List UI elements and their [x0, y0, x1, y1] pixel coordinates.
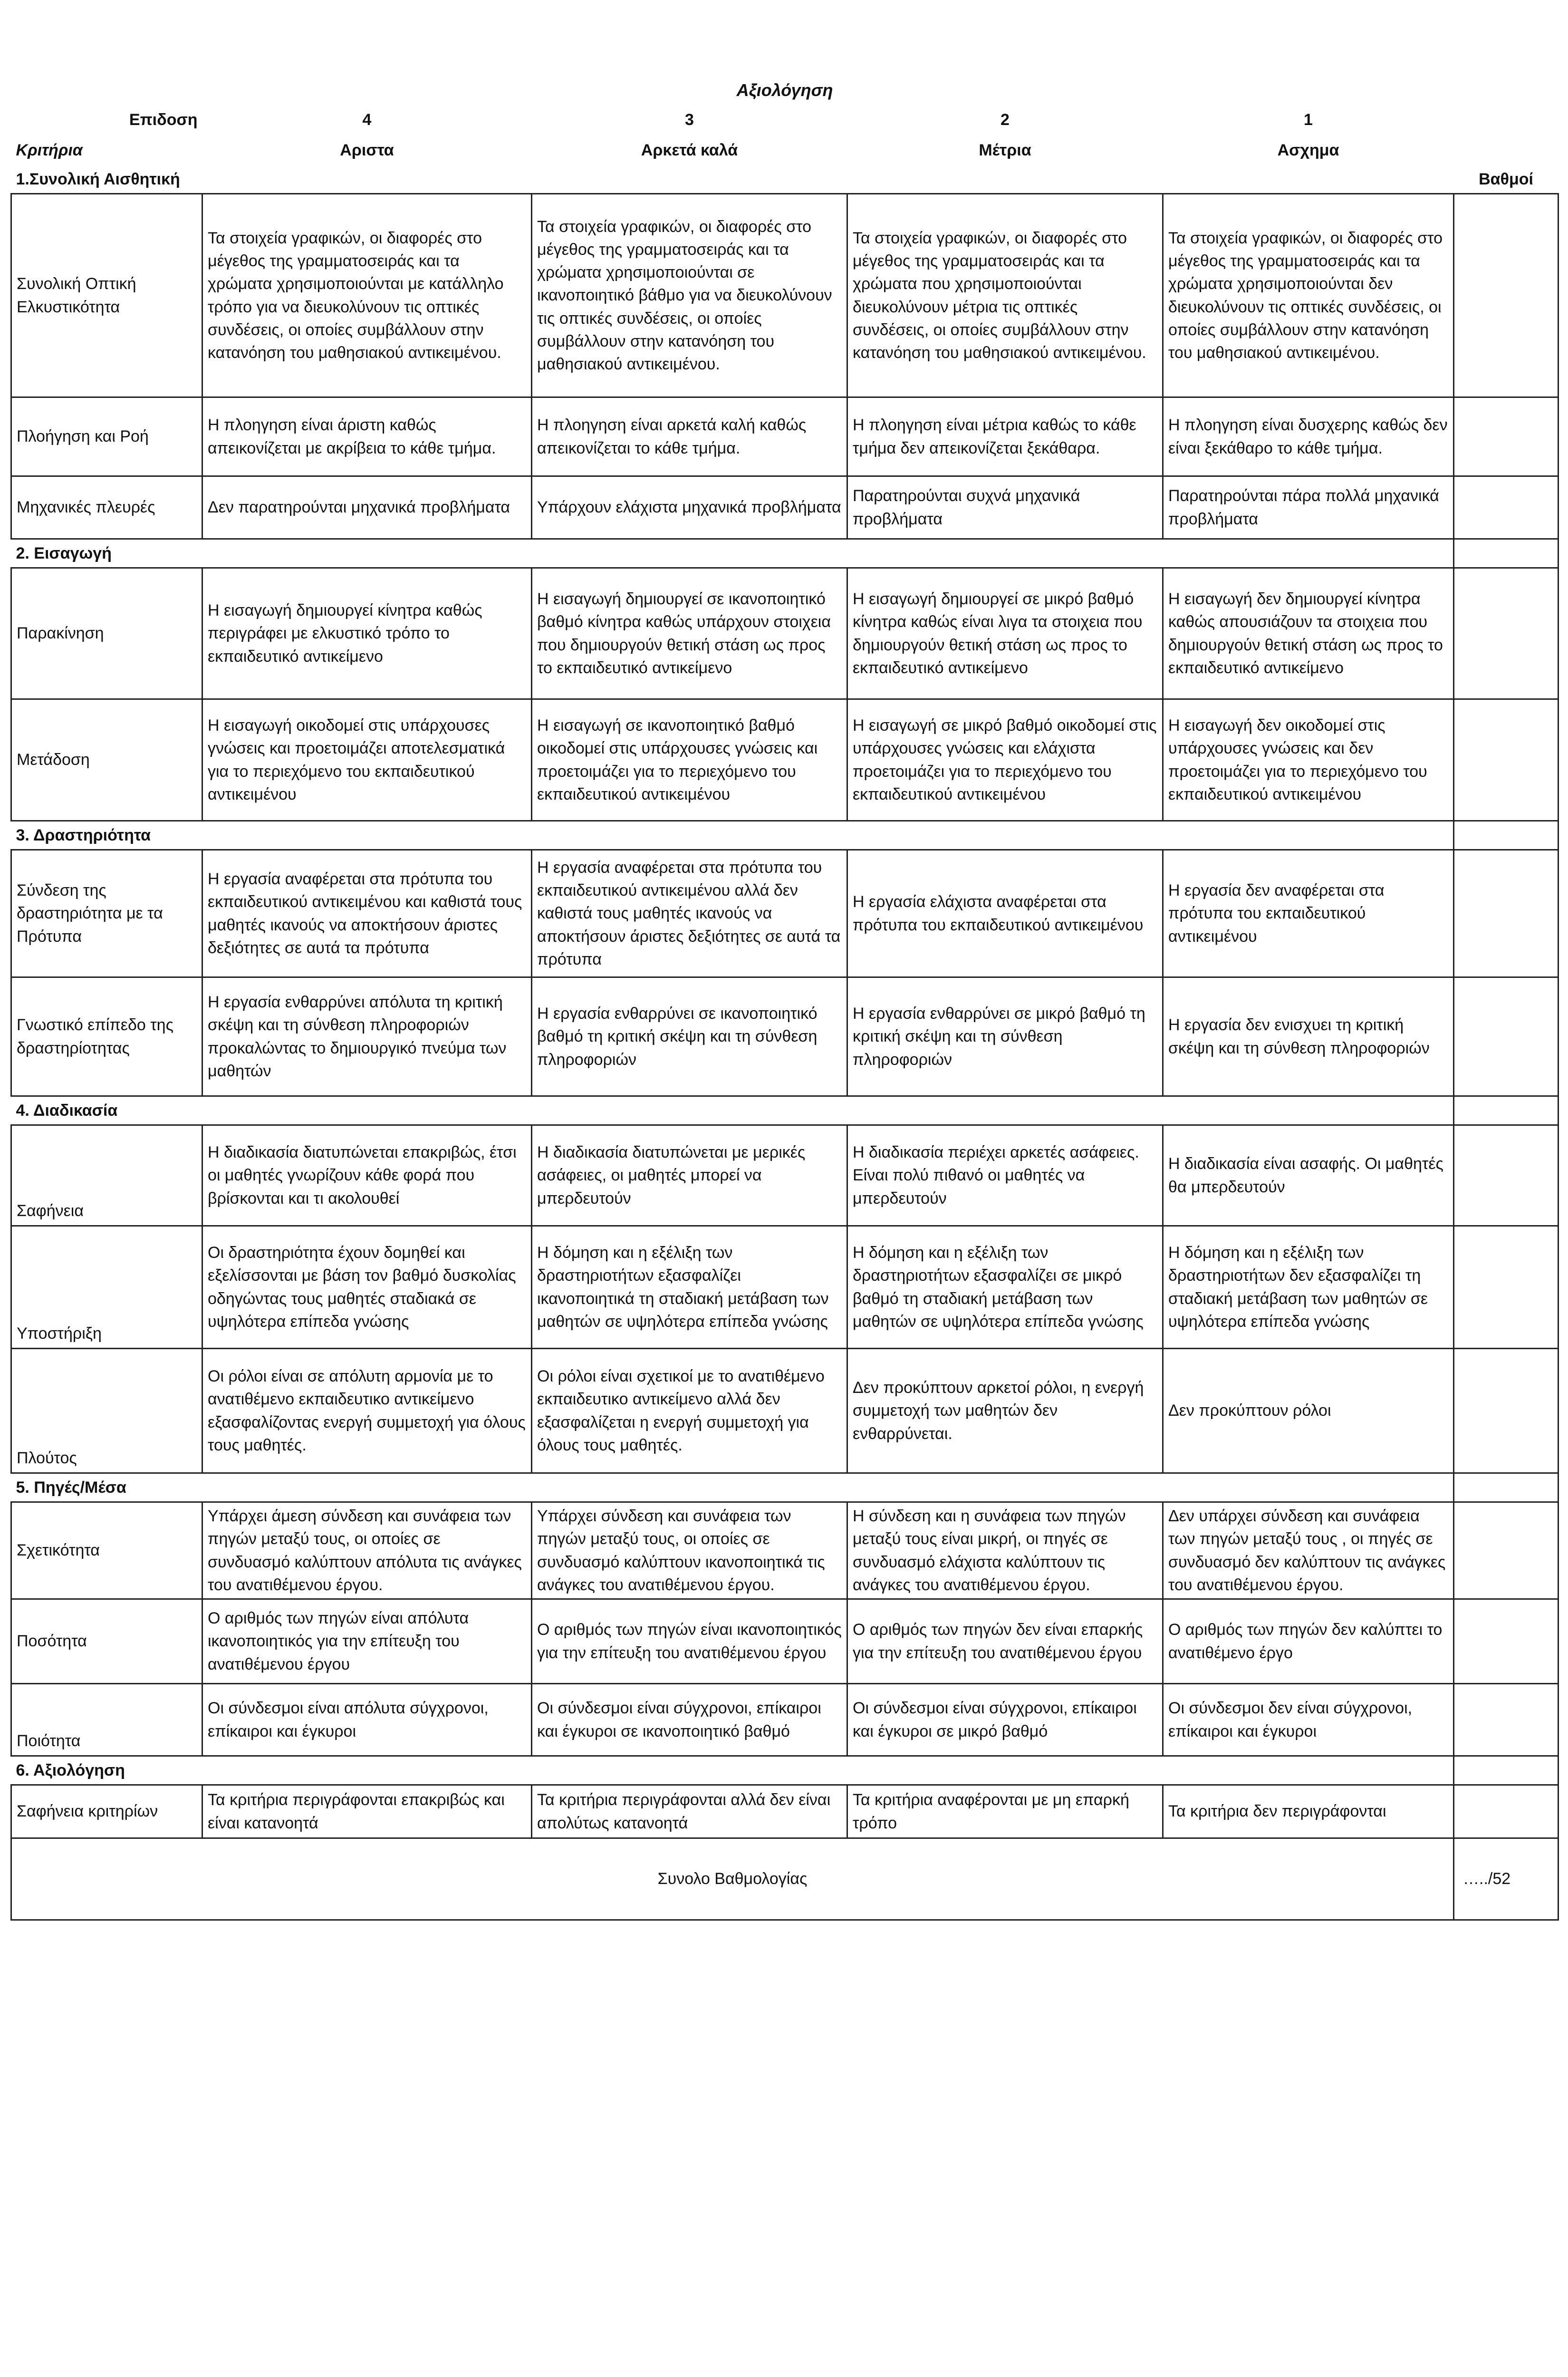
section-title: 3. Δραστηριότητα — [16, 826, 151, 844]
descriptor-level-1: Η εισαγωγή δεν οικοδομεί στις υπάρχουσες γνώσεις και δεν προετοιμάζει για το περιεχόμενο του εκπαιδευτικού αντικειμένου — [1163, 699, 1454, 821]
level-1-number: 1 — [1304, 110, 1313, 129]
criterion-row — [11, 977, 1558, 1096]
descriptor-level-3: Η εργασία ενθαρρύνει σε ικανοποιητικό βαθμό τη κριτική σκέψη και τη σύνθεση πληροφοριών — [532, 977, 847, 1096]
total-label: Συνολο Βαθμολογίας — [11, 1838, 1454, 1920]
level-2-number: 2 — [1000, 110, 1010, 129]
total-row — [11, 1838, 1558, 1920]
criterion-name: Υποστήριξη — [11, 1226, 202, 1349]
descriptor-level-3: Η εισαγωγή δημιουργεί σε ικανοποιητικό βαθμό κίνητρα καθώς υπάρχουν στοιχεια που δημιουργούν θετική στάση ως προς το εκπαιδευτικό αντικείμενο — [532, 568, 847, 699]
descriptor-level-2: Τα στοιχεία γραφικών, οι διαφορές στο μέγεθος της γραμματοσειράς και τα χρώματα που χρησιμοποιούνται διευκολύνουν μέτρια τις οπτικές συνδέσεις, οι οποίες συμβάλλουν στην κατανόηση του μαθησιακού αντικειμένου. — [847, 194, 1163, 397]
descriptor-level-1: Τα στοιχεία γραφικών, οι διαφορές στο μέγεθος της γραμματοσειράς και τα χρώματα χρησιμοποιούνται δεν διευκολύνουν τις οπτικές συνδέσεις, οι οποίες συμβάλλουν στην κατανόηση του μαθησιακού αντικειμένου. — [1163, 194, 1454, 397]
descriptor-level-4: Η εισαγωγή οικοδομεί στις υπάρχουσες γνώσεις και προετοιμάζει αποτελεσματικά για το περιεχόμενο του εκπαιδευτικού αντικειμένου — [202, 699, 532, 821]
empty-header-cell — [1454, 135, 1558, 165]
rubric-title: Αξιολόγηση — [736, 80, 833, 100]
criterion-row — [11, 699, 1558, 821]
descriptor-level-1: Η διαδικασία είναι ασαφής. Οι μαθητές θα μπερδευτούν — [1163, 1125, 1454, 1226]
descriptor-level-3: Τα στοιχεία γραφικών, οι διαφορές στο μέγεθος της γραμματοσειράς και τα χρώματα χρησιμοποιούνται σε ικανοποιητικό βάθμο για να διευκολύνουν τις οπτικές συνδέσεις, οι οποίες συμβάλλουν στην κατανόηση του μαθησιακού αντικειμένου. — [532, 194, 847, 397]
descriptor-level-4: Τα στοιχεία γραφικών, οι διαφορές στο μέγεθος της γραμματοσειράς και τα χρώματα χρησιμοποιούνται με κατάλληλο τρόπο για να διευκολύνουν τις οπτικές συνδέσεις, οι οποίες συμβάλλουν στην κατανόηση του μαθησιακού αντικειμένου. — [202, 194, 532, 397]
descriptor-level-4: Οι δραστηριότητα έχουν δομηθεί και εξελίσσονται με βάση τον βαθμό δυσκολίας οδηγώντας τους μαθητές σταδιακά σε υψηλότερα επίπεδα γνώσης — [202, 1226, 532, 1349]
descriptor-level-4: Ο αριθμός των πηγών είναι απόλυτα ικανοποιητικός για την επίτευξη του ανατιθέμενου έργου — [202, 1599, 532, 1684]
criteria-label: Κριτήρια — [16, 141, 83, 159]
criterion-name: Πλούτος — [11, 1349, 202, 1473]
score-input-cell[interactable] — [1454, 850, 1558, 977]
header-row-levels — [11, 105, 1558, 135]
section-row — [11, 1096, 1558, 1125]
criterion-row — [11, 1502, 1558, 1599]
level-4-name: Αριστα — [340, 141, 394, 159]
score-input-cell[interactable] — [1454, 1502, 1558, 1599]
score-cell-section — [1454, 539, 1558, 568]
descriptor-level-3: Υπάρχουν ελάχιστα μηχανικά προβλήματα — [532, 476, 847, 539]
level-4-number: 4 — [362, 110, 372, 129]
descriptor-level-3: Οι ρόλοι είναι σχετικοί με το ανατιθέμενο εκπαιδευτικο αντικείμενο αλλά δεν εξασφαλίζεται η ενεργή συμμετοχή για όλους τους μαθητές. — [532, 1349, 847, 1473]
descriptor-level-2: Η εργασία ενθαρρύνει σε μικρό βαθμό τη κριτική σκέψη και τη σύνθεση πληροφοριών — [847, 977, 1163, 1096]
score-cell-section — [1454, 1756, 1558, 1785]
descriptor-level-1: Παρατηρούνται πάρα πολλά μηχανικά προβλήματα — [1163, 476, 1454, 539]
descriptor-level-1: Δεν υπάρχει σύνδεση και συνάφεια των πηγών μεταξύ τους , οι πηγές σε συνδυασμό δεν καλύπτουν τις ανάγκες του ανατιθέμενου έργου. — [1163, 1502, 1454, 1599]
score-input-cell[interactable] — [1454, 1599, 1558, 1684]
descriptor-level-4: Υπάρχει άμεση σύνδεση και συνάφεια των πηγών μεταξύ τους, οι οποίες σε συνδυασμό καλύπτουν απόλυτα τις ανάγκες του ανατιθέμενου έργου. — [202, 1502, 532, 1599]
criterion-name: Συνολική Οπτική Ελκυστικότητα — [11, 194, 202, 397]
descriptor-level-3: Η εργασία αναφέρεται στα πρότυπα του εκπαιδευτικού αντικειμένου αλλά δεν καθιστά τους μαθητές ικανούς να αποκτήσουν άριστες δεξιότητες σε αυτά τα πρότυπα — [532, 850, 847, 977]
header-row-names — [11, 135, 1558, 165]
score-cell-section — [1454, 1473, 1558, 1502]
criterion-name: Σχετικότητα — [11, 1502, 202, 1599]
descriptor-level-2: Η εισαγωγή σε μικρό βαθμό οικοδομεί στις υπάρχουσες γνώσεις και ελάχιστα προετοιμάζει για το περιεχόμενο του εκπαιδευτικού αντικειμένου — [847, 699, 1163, 821]
score-column-header: Βαθμοί — [1479, 170, 1533, 188]
criterion-row — [11, 476, 1558, 539]
criterion-row — [11, 194, 1558, 397]
descriptor-level-1: Οι σύνδεσμοι δεν είναι σύγχρονοι, επίκαιροι και έγκυροι — [1163, 1684, 1454, 1756]
descriptor-level-3: Η δόμηση και η εξέλιξη των δραστηριοτήτων εξασφαλίζει ικανοποιητικά τη σταδιακή μετάβαση των μαθητών σε υψηλότερα επίπεδα γνώσης — [532, 1226, 847, 1349]
score-input-cell[interactable] — [1454, 977, 1558, 1096]
section-title: 2. Εισαγωγή — [16, 544, 112, 562]
criterion-name: Μετάδοση — [11, 699, 202, 821]
level-2-name: Μέτρια — [979, 141, 1031, 159]
level-1-name: Ασχημα — [1277, 141, 1339, 159]
score-input-cell[interactable] — [1454, 194, 1558, 397]
criterion-name: Γνωστικό επίπεδο της δραστηρίοτητας — [11, 977, 202, 1096]
descriptor-level-3: Η πλοηγηση είναι αρκετά καλή καθώς απεικονίζεται το κάθε τμήμα. — [532, 397, 847, 476]
section-row — [11, 1756, 1558, 1785]
descriptor-level-2: Παρατηρούνται συχνά μηχανικά προβλήματα — [847, 476, 1163, 539]
descriptor-level-2: Η διαδικασία περιέχει αρκετές ασάφειες. Είναι πολύ πιθανό οι μαθητές να μπερδευτούν — [847, 1125, 1163, 1226]
descriptor-level-1: Η δόμηση και η εξέλιξη των δραστηριοτήτων δεν εξασφαλίζει τη σταδιακή μετάβαση των μαθητών σε υψηλότερα επίπεδα γνώσης — [1163, 1226, 1454, 1349]
criterion-row — [11, 1599, 1558, 1684]
criterion-row — [11, 568, 1558, 699]
descriptor-level-4: Οι ρόλοι είναι σε απόλυτη αρμονία με το ανατιθέμενο εκπαιδευτικο αντικείμενο εξασφαλίζοντας ενεργή συμμετοχή για όλους τους μαθητές. — [202, 1349, 532, 1473]
score-cell-section — [1454, 1096, 1558, 1125]
descriptor-level-4: Δεν παρατηρούνται μηχανικά προβλήματα — [202, 476, 532, 539]
section-title: 4. Διαδικασία — [16, 1101, 118, 1120]
descriptor-level-3: Οι σύνδεσμοι είναι σύγχρονοι, επίκαιροι και έγκυροι σε ικανοποιητικό βαθμό — [532, 1684, 847, 1756]
descriptor-level-2: Η εργασία ελάχιστα αναφέρεται στα πρότυπα του εκπαιδευτικού αντικειμένου — [847, 850, 1163, 977]
section-row — [11, 1473, 1558, 1502]
score-cell-section — [1454, 821, 1558, 850]
score-input-cell[interactable] — [1454, 568, 1558, 699]
descriptor-level-1: Τα κριτήρια δεν περιγράφονται — [1163, 1785, 1454, 1838]
descriptor-level-3: Η διαδικασία διατυπώνεται με μερικές ασάφειες, οι μαθητές μπορεί να μπερδευτούν — [532, 1125, 847, 1226]
criterion-row — [11, 397, 1558, 476]
criterion-name: Ποιότητα — [11, 1684, 202, 1756]
section-title: 6. Αξιολόγηση — [16, 1761, 125, 1779]
descriptor-level-2: Δεν προκύπτουν αρκετοί ρόλοι, η ενεργή συμμετοχή των μαθητών δεν ενθαρρύνεται. — [847, 1349, 1163, 1473]
performance-label: Επιδοση — [129, 110, 198, 129]
descriptor-level-2: Τα κριτήρια αναφέρονται με μη επαρκή τρόπο — [847, 1785, 1163, 1838]
descriptor-level-3: Η εισαγωγή σε ικανοποιητικό βαθμό οικοδομεί στις υπάρχουσες γνώσεις και προετοιμάζει για το περιεχόμενο του εκπαιδευτικού αντικειμένου — [532, 699, 847, 821]
descriptor-level-2: Η σύνδεση και η συνάφεια των πηγών μεταξύ τους είναι μικρή, οι πηγές σε συνδυασμό ελάχιστα καλύπτουν τις ανάγκες του ανατιθέμενου έργου. — [847, 1502, 1163, 1599]
rubric-table — [10, 76, 1559, 1921]
criterion-name: Σαφήνεια — [11, 1125, 202, 1226]
section-row — [11, 821, 1558, 850]
descriptor-level-3: Υπάρχει σύνδεση και συνάφεια των πηγών μεταξύ τους, οι οποίες σε συνδυασμό καλύπτουν ικανοποιητικά τις ανάγκες του ανατιθέμενου έργου. — [532, 1502, 847, 1599]
criterion-row — [11, 1349, 1558, 1473]
descriptor-level-3: Τα κριτήρια περιγράφονται αλλά δεν είναι απολύτως κατανοητά — [532, 1785, 847, 1838]
section-row — [11, 165, 1558, 194]
criterion-name: Παρακίνηση — [11, 568, 202, 699]
score-input-cell[interactable] — [1454, 397, 1558, 476]
descriptor-level-4: Η εργασία ενθαρρύνει απόλυτα τη κριτική σκέψη και τη σύνθεση πληροφοριών προκαλώντας το δημιουργικό πνεύμα των μαθητών — [202, 977, 532, 1096]
criterion-name: Σύνδεση της δραστηριότητα με τα Πρότυπα — [11, 850, 202, 977]
descriptor-level-1: Η εισαγωγή δεν δημιουργεί κίνητρα καθώς απουσιάζουν τα στοιχεια που δημιουργούν θετική στάση ως προς το εκπαιδευτικό αντικείμενο — [1163, 568, 1454, 699]
descriptor-level-1: Δεν προκύπτουν ρόλοι — [1163, 1349, 1454, 1473]
descriptor-level-1: Η πλοηγηση είναι δυσχερης καθώς δεν είναι ξεκάθαρο το κάθε τμήμα. — [1163, 397, 1454, 476]
descriptor-level-4: Τα κριτήρια περιγράφονται επακριβώς και είναι κατανοητά — [202, 1785, 532, 1838]
descriptor-level-4: Η διαδικασία διατυπώνεται επακριβώς, έτσι οι μαθητές γνωρίζουν κάθε φορά που βρίσκονται και τι ακολουθεί — [202, 1125, 532, 1226]
descriptor-level-2: Η πλοηγηση είναι μέτρια καθώς το κάθε τμήμα δεν απεικονίζεται ξεκάθαρα. — [847, 397, 1163, 476]
descriptor-level-4: Η εισαγωγή δημιουργεί κίνητρα καθώς περιγράφει με ελκυστικό τρόπο το εκπαιδευτικό αντικείμενο — [202, 568, 532, 699]
score-input-cell[interactable] — [1454, 699, 1558, 821]
score-input-cell[interactable] — [1454, 1226, 1558, 1349]
descriptor-level-2: Οι σύνδεσμοι είναι σύγχρονοι, επίκαιροι και έγκυροι σε μικρό βαθμό — [847, 1684, 1163, 1756]
criterion-row — [11, 1785, 1558, 1838]
descriptor-level-2: Ο αριθμός των πηγών δεν είναι επαρκής για την επίτευξη του ανατιθέμενου έργου — [847, 1599, 1163, 1684]
section-row — [11, 539, 1558, 568]
criterion-row — [11, 1125, 1558, 1226]
score-input-cell[interactable] — [1454, 1684, 1558, 1756]
criterion-name: Σαφήνεια κριτηρίων — [11, 1785, 202, 1838]
descriptor-level-4: Η εργασία αναφέρεται στα πρότυπα του εκπαιδευτικού αντικειμένου και καθιστά τους μαθητές ικανούς να αποκτήσουν άριστες δεξιότητες σε αυτά τα πρότυπα — [202, 850, 532, 977]
level-3-number: 3 — [685, 110, 694, 129]
descriptor-level-4: Η πλοηγηση είναι άριστη καθώς απεικονίζεται με ακρίβεια το κάθε τμήμα. — [202, 397, 532, 476]
descriptor-level-2: Η δόμηση και η εξέλιξη των δραστηριοτήτων εξασφαλίζει σε μικρό βαθμό τη σταδιακή μετάβαση των μαθητών σε υψηλότερα επίπεδα γνώσης — [847, 1226, 1163, 1349]
level-3-name: Αρκετά καλά — [641, 141, 738, 159]
descriptor-level-3: Ο αριθμός των πηγών είναι ικανοποιητικός για την επίτευξη του ανατιθέμενου έργου — [532, 1599, 847, 1684]
score-input-cell[interactable] — [1454, 1349, 1558, 1473]
criterion-name: Ποσότητα — [11, 1599, 202, 1684]
criterion-name: Μηχανικές πλευρές — [11, 476, 202, 539]
descriptor-level-2: Η εισαγωγή δημιουργεί σε μικρό βαθμό κίνητρα καθώς είναι λιγα τα στοιχεια που δημιουργούν θετική στάση ως προς το εκπαιδευτικό αντικείμενο — [847, 568, 1163, 699]
descriptor-level-1: Ο αριθμός των πηγών δεν καλύπτει το ανατιθέμενο έργο — [1163, 1599, 1454, 1684]
criterion-row — [11, 850, 1558, 977]
descriptor-level-1: Η εργασία δεν ενισχυει τη κριτική σκέψη και τη σύνθεση πληροφοριών — [1163, 977, 1454, 1096]
section-title: 5. Πηγές/Μέσα — [16, 1478, 126, 1497]
criterion-row — [11, 1684, 1558, 1756]
descriptor-level-4: Οι σύνδεσμοι είναι απόλυτα σύγχρονοι, επίκαιροι και έγκυροι — [202, 1684, 532, 1756]
section-title: 1.Συνολική Αισθητική — [16, 170, 180, 188]
criterion-name: Πλοήγηση και Ροή — [11, 397, 202, 476]
score-input-cell[interactable] — [1454, 476, 1558, 539]
descriptor-level-1: Η εργασία δεν αναφέρεται στα πρότυπα του εκπαιδευτικού αντικειμένου — [1163, 850, 1454, 977]
criterion-row — [11, 1226, 1558, 1349]
total-score-value[interactable]: …../52 — [1454, 1838, 1558, 1920]
title-row — [11, 76, 1558, 105]
empty-header-cell — [1454, 105, 1558, 135]
score-input-cell[interactable] — [1454, 1125, 1558, 1226]
score-input-cell[interactable] — [1454, 1785, 1558, 1838]
